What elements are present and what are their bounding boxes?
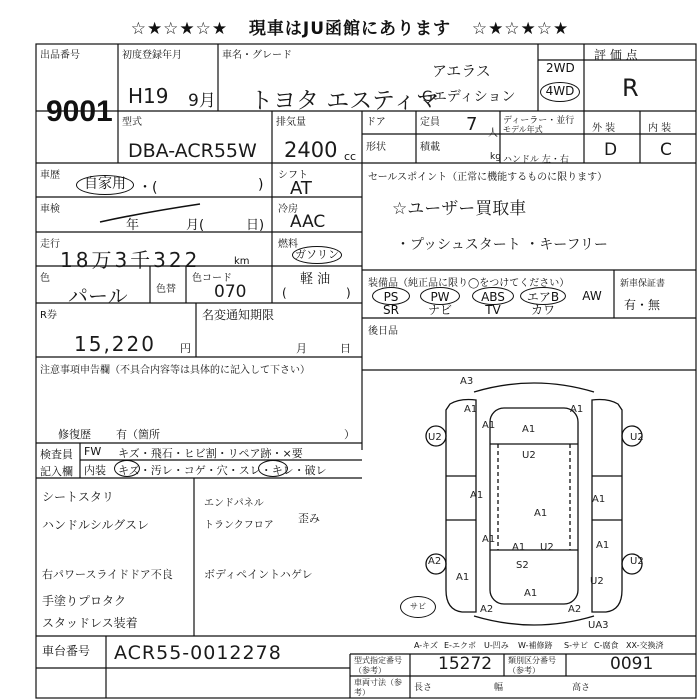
type-designation-value: 15272	[438, 654, 493, 674]
interior-items: キズ・汚レ・コゲ・穴・スレ・キレ・破レ	[118, 464, 327, 477]
fuel-paren-close: )	[346, 286, 351, 300]
rust-note: サビ	[400, 596, 436, 618]
first-registration-label: 初度登録年月	[122, 50, 182, 61]
damage-mark-11: A1	[482, 534, 496, 545]
remark-left-1: シートスタリ	[42, 490, 114, 504]
inspection-month: 月(	[186, 218, 205, 233]
name-change-label: 名変通知期限	[202, 308, 275, 322]
displacement-unit: cc	[344, 150, 357, 163]
legend-s: S-サビ	[564, 641, 588, 650]
inspector-label: 検査員	[40, 448, 73, 461]
score-value: R	[622, 74, 639, 102]
damage-mark-21: A2	[480, 604, 494, 615]
repair-history-label: 修復歴	[58, 428, 91, 441]
first-registration-year: H19	[128, 84, 169, 108]
remark-left-3: 右パワースライドドア不良	[42, 568, 173, 581]
ac-value: AAC	[290, 212, 326, 232]
category-label: 類別区分番号（参考）	[508, 656, 556, 675]
sales-point-1: ☆ユーザー買取車	[392, 199, 527, 219]
remark-left-2: ハンドルシルグスレ	[42, 518, 150, 532]
legend-c: C-腐食	[594, 641, 619, 650]
notes-label: 注意事項申告欄（不具合内容等は具体的に記入して下さい）	[40, 365, 310, 376]
fw-label: FW	[84, 445, 102, 458]
damage-mark-20: U2	[590, 576, 604, 587]
color-code-value: 070	[214, 282, 247, 302]
equip-aw: AW	[582, 289, 602, 303]
equip-ps: PS	[372, 287, 410, 305]
ac-label: 冷房	[278, 204, 298, 215]
history-label: 車歴	[40, 170, 60, 181]
grade-line-1: アエラス	[432, 62, 491, 80]
first-registration-month: 9月	[188, 91, 216, 111]
fw-items: キズ・飛石・ヒビ割・リペア跡・×要	[118, 447, 303, 460]
equip-leather: カワ	[530, 303, 555, 317]
damage-mark-12: A1	[596, 540, 610, 551]
equip-abs: ABS	[472, 287, 514, 305]
legend-xx: XX-交換済	[626, 641, 664, 650]
model-grade-label: 車名・グレード	[222, 50, 292, 61]
door-label: ドア	[366, 117, 386, 128]
damage-mark-2: A1	[464, 404, 478, 415]
shape-label: 形状	[366, 142, 386, 153]
model-type-label: 型式	[122, 117, 142, 128]
dimensions-label: 車両寸法（参考）	[354, 678, 402, 697]
legend-w: W-補修跡	[518, 641, 553, 650]
fuel-label: 燃料	[278, 239, 298, 250]
exterior-label: 外 装	[592, 123, 616, 134]
damage-mark-23: A1	[524, 588, 538, 599]
displacement-value: 2400	[284, 138, 338, 162]
remark-right-3: 歪み	[298, 512, 320, 525]
damage-mark-14: A1	[512, 542, 526, 553]
equip-pw: PW	[420, 287, 460, 305]
interior-label: 内 装	[648, 123, 672, 134]
damage-mark-19: A1	[456, 572, 470, 583]
sales-point-2: ・プッシュスタート ・キーフリー	[396, 237, 608, 253]
damage-mark-17: U2	[630, 556, 644, 567]
damage-mark-8: U2	[630, 432, 644, 443]
chassis-value: ACR55-0012278	[114, 642, 282, 664]
inspection-strikeout	[96, 200, 216, 230]
equip-navi: ナビ	[427, 303, 452, 317]
exterior-grade: D	[604, 140, 618, 160]
banner-stars-left: ☆★☆★☆★	[130, 19, 229, 39]
shift-label: シフト	[278, 170, 308, 181]
history-value: 自家用	[76, 175, 134, 195]
name-change-day: 日	[340, 342, 351, 355]
drive-2wd: 2WD	[546, 61, 575, 75]
damage-mark-3: A1	[522, 424, 536, 435]
banner-title: 現車はJU函館にあります	[248, 19, 452, 39]
warranty-value: 有・無	[624, 298, 661, 312]
color-code-label: 色コード	[192, 273, 232, 284]
mileage-value: 18万3千322	[60, 248, 201, 272]
car-name: トヨタ エスティマ	[250, 88, 440, 114]
width-label: 幅	[494, 683, 504, 693]
inspector-entry-label: 記入欄	[40, 465, 73, 478]
damage-mark-16: A2	[428, 556, 442, 567]
load-label: 積載	[420, 142, 440, 153]
fuel-option: 軽 油	[300, 272, 331, 287]
banner-stars-right: ☆★☆★☆★	[471, 19, 570, 39]
damage-mark-1: A3	[460, 376, 474, 387]
handle-label: ハンドル 左・右	[503, 155, 569, 165]
damage-mark-10: A1	[592, 494, 606, 505]
remark-right-2: トランクフロア	[204, 520, 274, 531]
remark-left-4: 手塗りプロタク	[42, 594, 127, 608]
fuel-paren-open: (	[282, 286, 287, 300]
recycle-label: R券	[40, 310, 57, 321]
history-close: )	[258, 177, 264, 193]
inspection-year: 年	[126, 218, 140, 233]
capacity-unit: 人	[488, 128, 498, 139]
equip-airbag: エアB	[520, 287, 566, 305]
warranty-label: 新車保証書	[620, 279, 666, 289]
mileage-label: 走行	[40, 239, 60, 250]
damage-mark-22: A2	[568, 604, 582, 615]
repair-history-close: ）	[344, 428, 355, 441]
repair-history-value: 有（箇所	[116, 428, 160, 441]
type-designation-label: 型式指定番号（参考）	[354, 656, 402, 675]
remark-right-1: エンドパネル	[204, 498, 264, 509]
inspection-label: 車検	[40, 204, 60, 215]
color-change-label: 色替	[156, 284, 176, 295]
displacement-label: 排気量	[276, 117, 306, 128]
fuel-value: ガソリン	[292, 246, 342, 264]
lot-number-label: 出品番号	[40, 50, 80, 61]
interior-wear-circle	[258, 460, 288, 477]
recycle-value: 15,220	[74, 332, 156, 356]
name-change-month: 月	[296, 342, 307, 355]
height-label: 高さ	[572, 683, 591, 693]
equip-tv: TV	[485, 303, 501, 317]
history-suffix: ・(	[138, 180, 158, 196]
shift-value: AT	[290, 178, 312, 199]
damage-mark-18: S2	[516, 560, 529, 571]
legend-u: U-凹み	[484, 641, 509, 650]
damage-mark-5: A1	[482, 420, 496, 431]
equip-sr: SR	[383, 303, 399, 317]
color-label: 色	[40, 273, 50, 284]
color-value: パール	[68, 284, 128, 308]
capacity-value: 7	[466, 114, 478, 135]
dealer-label: ディーラー・並行	[503, 116, 575, 126]
legend-e: E-エクボ	[444, 641, 476, 650]
inspection-day: 日)	[246, 218, 265, 233]
drive-4wd: 4WD	[540, 82, 580, 102]
model-year-label: モデル年式	[503, 125, 543, 134]
load-unit: kg	[490, 152, 501, 162]
grade-line-2: Gエディション	[422, 89, 516, 105]
lot-number: 9001	[46, 95, 113, 128]
sales-points-label: セールスポイント（正常に機能するものに限ります）	[368, 172, 608, 183]
recycle-unit: 円	[180, 342, 191, 355]
score-label: 評 価 点	[594, 48, 638, 62]
remark-left-5: スタッドレス装着	[42, 616, 138, 630]
damage-mark-6: U2	[522, 450, 536, 461]
storage-label: 後日品	[368, 326, 398, 337]
damage-mark-13: A1	[534, 508, 548, 519]
interior-scratch-circle	[114, 460, 140, 477]
damage-mark-24: UA3	[588, 620, 609, 631]
interior-grade: C	[660, 140, 672, 160]
interior-inspect-label: 内装	[84, 464, 106, 477]
category-value: 0091	[610, 654, 654, 674]
chassis-label: 車台番号	[42, 644, 91, 658]
length-label: 長さ	[414, 683, 433, 693]
damage-mark-7: U2	[428, 432, 442, 443]
damage-mark-4: A1	[570, 404, 584, 415]
model-type-value: DBA-ACR55W	[128, 140, 257, 162]
capacity-label: 定員	[420, 117, 440, 128]
equipment-label: 装備品（純正品に限り◯をつけてください）	[368, 278, 570, 289]
damage-mark-15: U2	[540, 542, 554, 553]
damage-mark-9: A1	[470, 490, 484, 501]
legend-a: A-キズ	[414, 641, 439, 650]
remark-right-4: ボディペイントハゲレ	[204, 568, 313, 581]
mileage-unit: km	[234, 256, 250, 267]
